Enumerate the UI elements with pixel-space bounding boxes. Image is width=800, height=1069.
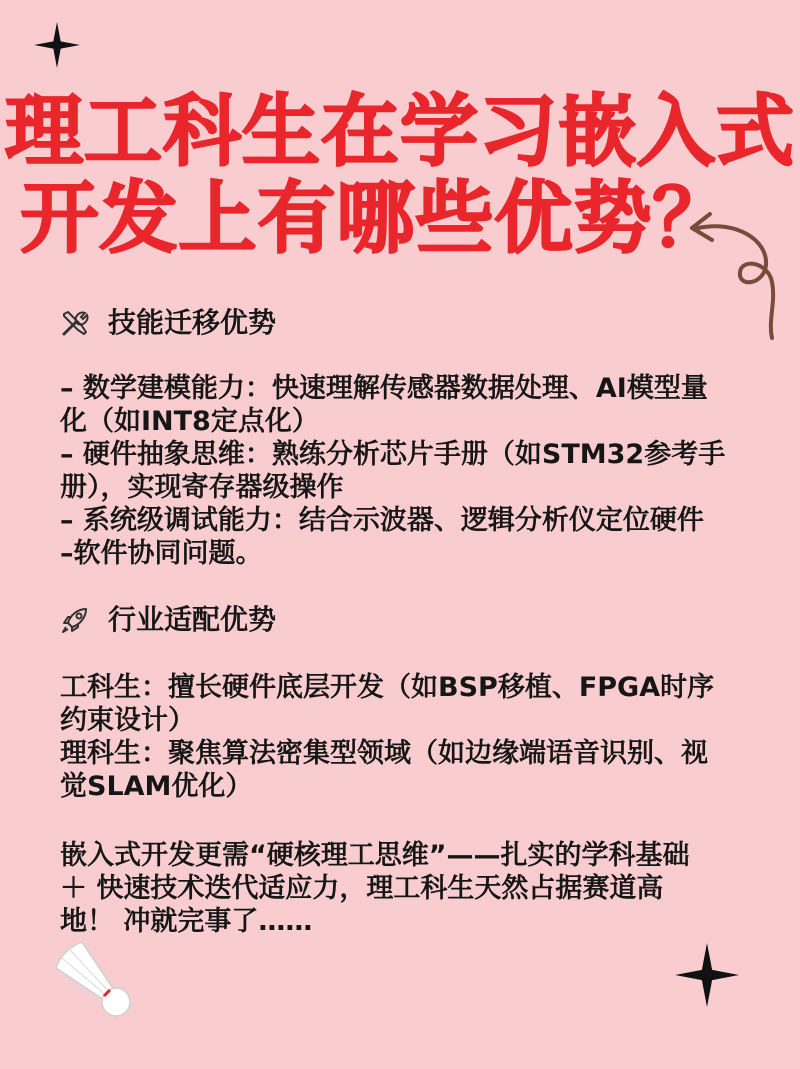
conclusion-line: 地！ 冲就完事了…… bbox=[60, 906, 313, 937]
body-line: – 数学建模能力：快速理解传感器数据处理、AI模型量 bbox=[60, 373, 708, 404]
shuttlecock-icon bbox=[52, 938, 138, 1024]
body-line: –软件协同问题。 bbox=[60, 538, 263, 569]
conclusion-line: 嵌入式开发更需“硬核理工思维”——扎实的学科基础 bbox=[60, 840, 690, 871]
page-title: 开发上有哪些优势？ bbox=[20, 174, 732, 264]
sparkle-icon bbox=[34, 22, 80, 68]
arrow-doodle bbox=[676, 210, 786, 340]
body-line: 约束设计） bbox=[60, 705, 195, 736]
tools-icon bbox=[60, 308, 90, 338]
section-heading-text: 技能迁移优势 bbox=[108, 306, 277, 339]
body-line: 化（如INT8定点化） bbox=[60, 406, 319, 437]
section-heading-text: 行业适配优势 bbox=[108, 603, 277, 636]
page-title: 理工科生在学习嵌入式 bbox=[4, 87, 795, 177]
rocket-icon bbox=[60, 605, 90, 635]
sparkle-icon bbox=[675, 943, 739, 1007]
conclusion-line: ＋ 快速技术迭代适应力，理工科生天然占据赛道高 bbox=[60, 873, 664, 904]
body-line: 觉SLAM优化） bbox=[60, 771, 253, 802]
body-line: 册），实现寄存器级操作 bbox=[60, 472, 344, 503]
body-line: 工科生：擅长硬件底层开发（如BSP移植、FPGA时序 bbox=[60, 672, 715, 703]
section-heading bbox=[60, 605, 276, 635]
body-line: – 系统级调试能力：结合示波器、逻辑分析仪定位硬件 bbox=[60, 505, 704, 536]
body-line: – 硬件抽象思维：熟练分析芯片手册（如STM32参考手 bbox=[60, 439, 726, 470]
body-line: 理科生：聚焦算法密集型领域（如边缘端语音识别、视 bbox=[60, 738, 708, 769]
section-heading bbox=[60, 308, 276, 338]
